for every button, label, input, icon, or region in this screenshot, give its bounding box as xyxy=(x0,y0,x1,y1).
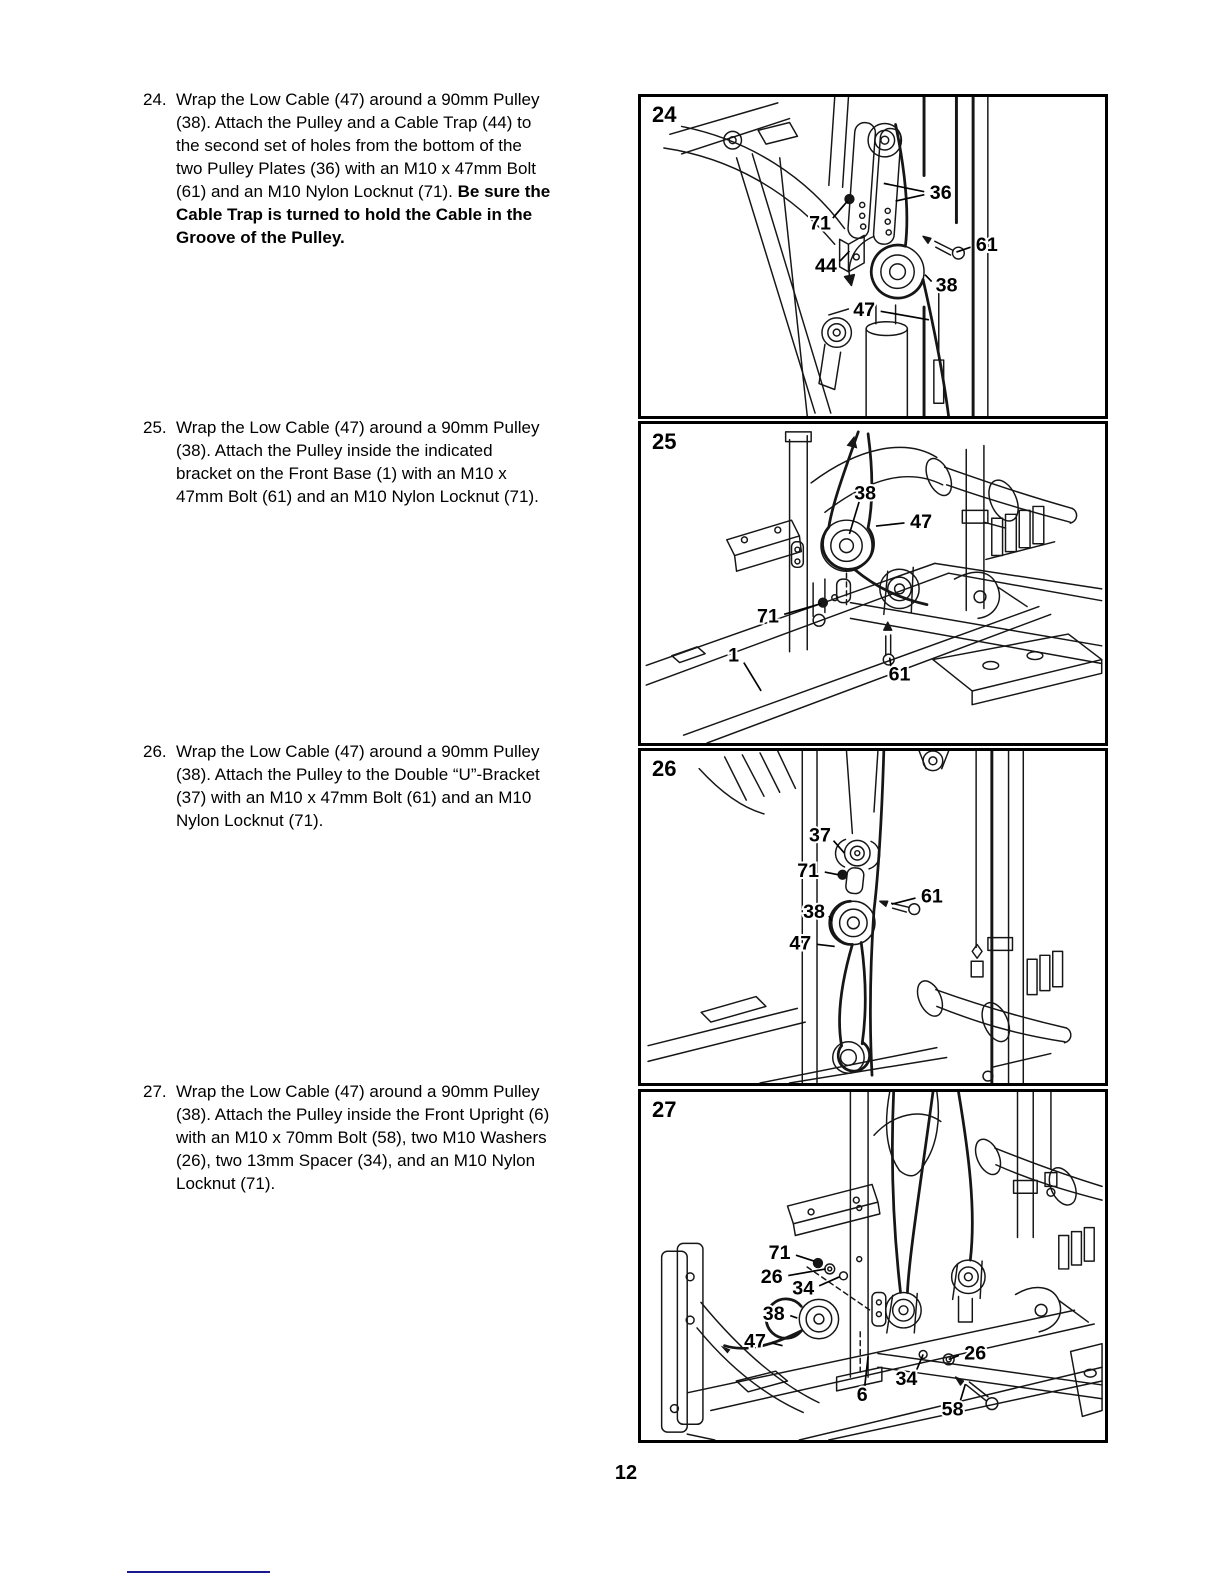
figure-box-26 xyxy=(638,748,1108,1086)
part-callout-label: 36 xyxy=(929,182,952,205)
step-text xyxy=(176,88,552,249)
instruction-step-25 xyxy=(143,416,563,508)
figure-box-25 xyxy=(638,421,1108,746)
figure-number: 25 xyxy=(652,429,677,454)
footer-accent-line xyxy=(127,1571,270,1573)
callout-leader-line xyxy=(790,1316,797,1318)
callout-leader-line xyxy=(744,663,761,691)
part-callout-label: 47 xyxy=(910,511,933,534)
callout-leader-line xyxy=(865,1356,868,1386)
part-callout-label: 34 xyxy=(895,1368,918,1391)
figure-box-27 xyxy=(638,1089,1108,1443)
part-callout-label: 71 xyxy=(809,212,831,235)
part-callout-label: 1 xyxy=(728,644,740,667)
step-text xyxy=(176,1080,552,1195)
callout-leader-line xyxy=(840,251,849,261)
step-number: 26. xyxy=(143,742,167,761)
part-callout-label: 38 xyxy=(803,901,825,924)
part-callout-label: 37 xyxy=(809,824,831,847)
callout-leader-line xyxy=(849,502,859,534)
part-callout-label: 47 xyxy=(789,932,812,955)
part-callout-label: 26 xyxy=(760,1265,783,1288)
step-text-bold: Be sure the Cable Trap is turned to hold the Cable in the Groove of the Pulley. xyxy=(176,182,551,247)
figure-box-24 xyxy=(638,94,1108,419)
instruction-step-27 xyxy=(143,1080,563,1195)
page-number: 12 xyxy=(614,1462,638,1484)
instruction-step-24 xyxy=(143,88,563,249)
part-callout-label: 44 xyxy=(814,254,837,277)
callout-leader-line xyxy=(881,311,929,320)
instruction-step-26 xyxy=(143,740,563,832)
callout-leader-line xyxy=(772,1343,783,1346)
step-number: 27. xyxy=(143,1082,167,1101)
part-callout-label: 71 xyxy=(757,605,779,628)
callout-leader-line xyxy=(949,1355,959,1359)
step-number: 25. xyxy=(143,418,167,437)
callout-leader-line xyxy=(784,604,821,615)
step-number: 24. xyxy=(143,90,167,109)
part-callout-label: 47 xyxy=(853,298,876,321)
step-text xyxy=(176,416,552,508)
callout-leader-line xyxy=(896,195,925,201)
figure-number: 24 xyxy=(652,102,677,127)
part-callout-label: 6 xyxy=(856,1383,868,1406)
part-callout-label: 61 xyxy=(975,234,998,257)
part-callout-label: 47 xyxy=(744,1330,766,1353)
figure-number: 27 xyxy=(652,1097,677,1122)
figure-27-callouts xyxy=(641,1092,1105,1440)
callout-leader-line xyxy=(834,841,845,853)
callout-leader-line xyxy=(819,1277,839,1286)
part-callout-label: 38 xyxy=(935,274,958,297)
figure-26-callouts xyxy=(641,751,1105,1083)
step-text xyxy=(176,740,552,832)
part-callout-label: 38 xyxy=(762,1303,785,1326)
callout-leader-line xyxy=(829,916,832,921)
part-callout-label: 71 xyxy=(797,859,820,882)
figure-number: 26 xyxy=(652,756,677,781)
step-text-regular: Wrap the Low Cable (47) around a 90mm Pulley (38). Attach the Pulley and a Cable Trap (44) to the second set of holes from the bottom of the two Pulley Plates (36) with an M10 x 47mm Bolt (61) and an M10 Nylon Locknut (71). xyxy=(176,90,540,201)
callout-leader-line xyxy=(884,183,924,191)
callout-leader-line xyxy=(788,1269,826,1276)
part-callout-label: 38 xyxy=(854,482,877,505)
callout-leader-line xyxy=(817,944,835,946)
part-callout-label: 58 xyxy=(941,1398,964,1421)
part-callout-label: 61 xyxy=(921,885,943,908)
callout-leader-line xyxy=(833,201,848,218)
callout-leader-line xyxy=(925,275,932,282)
part-callout-label: 71 xyxy=(768,1242,791,1265)
callout-leader-line xyxy=(892,898,916,904)
part-callout-label: 34 xyxy=(792,1277,815,1300)
figure-25-callouts xyxy=(641,424,1105,743)
callout-leader-line xyxy=(825,872,839,875)
callout-leader-line xyxy=(956,247,970,252)
step-text-regular: Wrap the Low Cable (47) around a 90mm Pulley (38). Attach the Pulley inside the indicated bracket on the Front Base (1) with an M10 x 47mm Bolt (61) and an M10 Nylon Locknut (71). xyxy=(176,418,540,506)
figure-24-callouts xyxy=(641,97,1105,416)
part-callout-label: 61 xyxy=(888,663,911,686)
callout-leader-line xyxy=(876,523,905,526)
step-text-regular: Wrap the Low Cable (47) around a 90mm Pulley (38). Attach the Pulley inside the Front Upright (6) with an M10 x 70mm Bolt (58), two M10 Washers (26), two 13mm Spacer (34), and an M10 Nylon Locknut (71). xyxy=(176,1082,550,1193)
step-text-regular: Wrap the Low Cable (47) around a 90mm Pulley (38). Attach the Pulley to the Double “U”-Bracket (37) with an M10 x 47mm Bolt (61) and an M10 Nylon Locknut (71). xyxy=(176,742,540,830)
callout-leader-line xyxy=(796,1255,814,1261)
part-callout-label: 26 xyxy=(964,1342,987,1365)
